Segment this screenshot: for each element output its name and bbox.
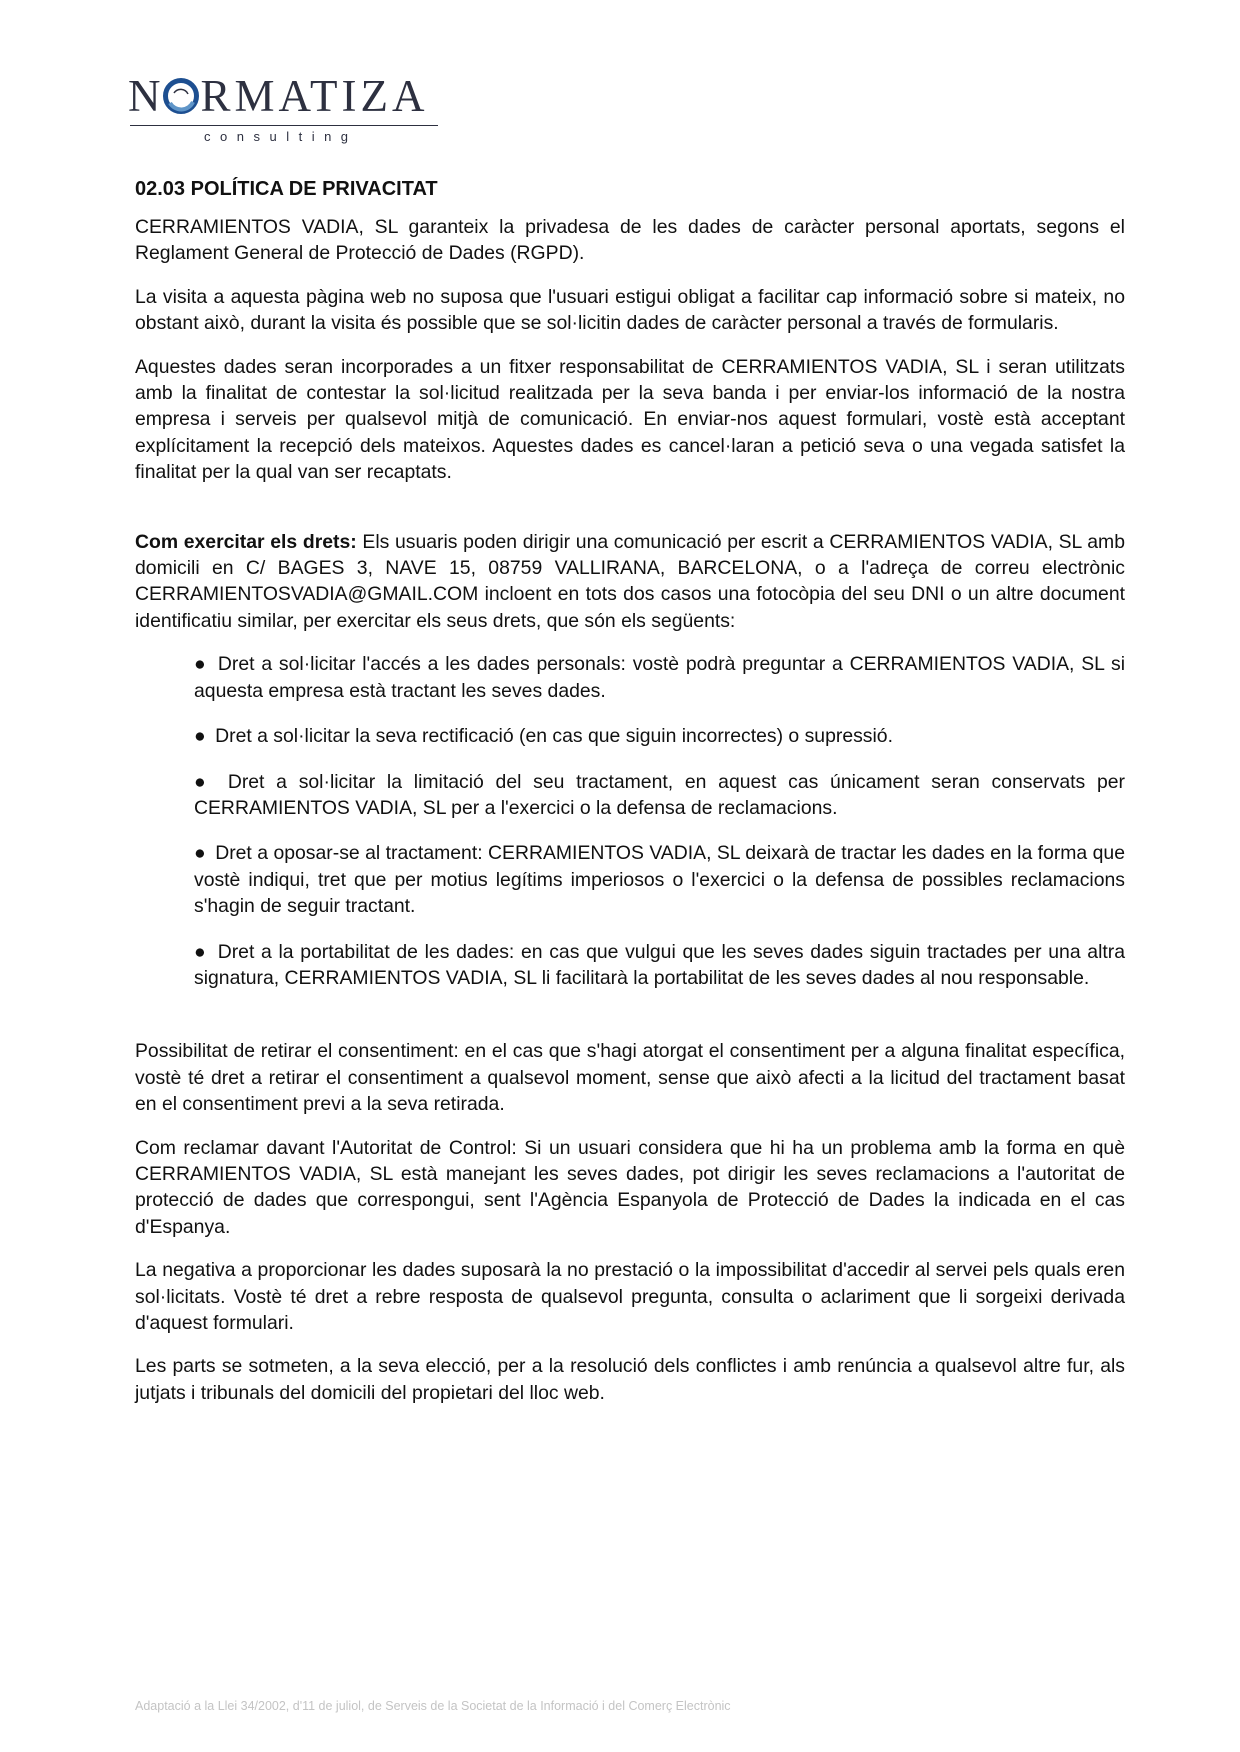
list-item <box>194 939 1125 992</box>
list-item <box>194 651 1125 704</box>
data-usage-paragraph: Aquestes dades seran incorporades a un fitxer responsabilitat de CERRAMIENTOS VADIA, SL i seran utilitzats amb la finalitat de contestar la sol·licitud realitzada per la seva banda i per enviar-los informació de la nostra empresa i serveis per qualsevol mitjà de comunicació. En enviar-nos aquest formulari, vostè està acceptant explícitament la recepció dels mateixos. Aquestes dades es cancel·laran a petició seva o una vegada satisfet la finalitat per la qual van ser recaptats. <box>135 355 1125 484</box>
company-logo <box>128 72 458 144</box>
rights-text: Els usuaris poden dirigir una comunicació per escrit a CERRAMIENTOS VADIA, SL amb domicili en C/ BAGES 3, NAVE 15, 08759 VALLIRANA, BARCELONA, o a l'adreça de correu electrònic CERRAMIENTOSVADIA@GMAIL.COM incloent en tots dos casos una fotocòpia del seu DNI o un altre document identificatiu similar, per exercitar els seus drets, que són els següents: <box>135 530 1125 632</box>
bullet-icon: ● <box>194 725 206 748</box>
list-item-text: Dret a la portabilitat de les dades: en cas que vulgui que les seves dades siguin tractades per una altra signatura, CERRAMIENTOS VADIA, SL li facilitarà la portabilitat de les seves dades al nou responsable. <box>194 940 1126 989</box>
page-footer: Adaptació a la Llei 34/2002, d'11 de juliol, de Serveis de la Societat de la Informació i del Comerç Electrònic <box>135 1699 731 1713</box>
list-item <box>194 723 1125 749</box>
bullet-icon: ● <box>194 770 213 793</box>
refusal-paragraph: La negativa a proporcionar les dades suposarà la no prestació o la impossibilitat d'accedir al servei pels quals eren sol·licitats. Vostè té dret a rebre resposta de qualsevol pregunta, consulta o aclariment que li sorgeixi derivada d'aquest formulari. <box>135 1259 1125 1334</box>
complaint-paragraph: Com reclamar davant l'Autoritat de Control: Si un usuari considera que hi ha un problema amb la forma en què CERRAMIENTOS VADIA, SL està manejant les seves dades, pot dirigir les seves reclamacions a l'autoritat de protecció de dades que correspongui, sent l'Agència Espanyola de Protecció de Dades la indicada en el cas d'Espanya. <box>135 1136 1125 1238</box>
logo-letter-n: N <box>128 71 165 121</box>
list-item-text: Dret a oposar-se al tractament: CERRAMIENTOS VADIA, SL deixarà de tractar les dades en la forma que vostè indiqui, tret que per motius legítims imperiosos o l'exercici o la defensa de possibles reclamacions s'hagin de seguir tractant. <box>194 842 1125 918</box>
list-item-text: Dret a sol·licitar l'accés a les dades personals: vostè podrà preguntar a CERRAMIENTOS VADIA, SL si aquesta empresa està tractant les seves dades. <box>194 653 1125 702</box>
rights-paragraph <box>135 529 1125 635</box>
intro-paragraph: CERRAMIENTOS VADIA, SL garanteix la privadesa de les dades de caràcter personal aportats, segons el Reglament General de Protecció de Dades (RGPD). <box>135 216 1125 265</box>
bullet-icon: ● <box>194 940 208 963</box>
logo-subtitle: consulting <box>204 129 358 144</box>
withdraw-consent-paragraph: Possibilitat de retirar el consentiment: en el cas que s'hagi atorgat el consentiment per a alguna finalitat específica, vostè té dret a retirar el consentiment a qualsevol moment, sense que això afecti a la licitud del tractament basat en el consentiment previ a la seva retirada. <box>135 1040 1125 1116</box>
visit-paragraph: La visita a aquesta pàgina web no suposa que l'usuari estigui obligat a facilitar cap informació sobre si mateix, no obstant això, durant la visita és possible que se sol·licitin dades de caràcter personal a través de formularis. <box>135 285 1125 335</box>
jurisdiction-paragraph: Les parts se sotmeten, a la seva elecció, per a la resolució dels conflictes i amb renúncia a qualsevol altre fur, als jutjats i tribunals del domicili del propietari del lloc web. <box>135 1355 1125 1404</box>
list-item <box>194 769 1125 822</box>
logo-letters-rest: RMATIZA <box>200 71 429 121</box>
list-item-text: Dret a sol·licitar la limitació del seu tractament, en aquest cas únicament seran conservats per CERRAMIENTOS VADIA, SL per a l'exercici o la defensa de reclamacions. <box>194 770 1126 819</box>
list-item-text: Dret a sol·licitar la seva rectificació (en cas que siguin incorrectes) o supressió. <box>215 725 893 748</box>
rights-heading: Com exercitar els drets: <box>135 530 357 553</box>
logo-divider <box>130 125 438 126</box>
rights-list <box>194 651 1125 991</box>
bullet-icon: ● <box>194 842 206 865</box>
page-title: 02.03 POLÍTICA DE PRIVACITAT <box>135 178 438 200</box>
list-item <box>194 840 1125 919</box>
logo-ring-icon <box>161 76 201 116</box>
bullet-icon: ● <box>194 653 208 676</box>
document-body <box>135 176 1125 1423</box>
